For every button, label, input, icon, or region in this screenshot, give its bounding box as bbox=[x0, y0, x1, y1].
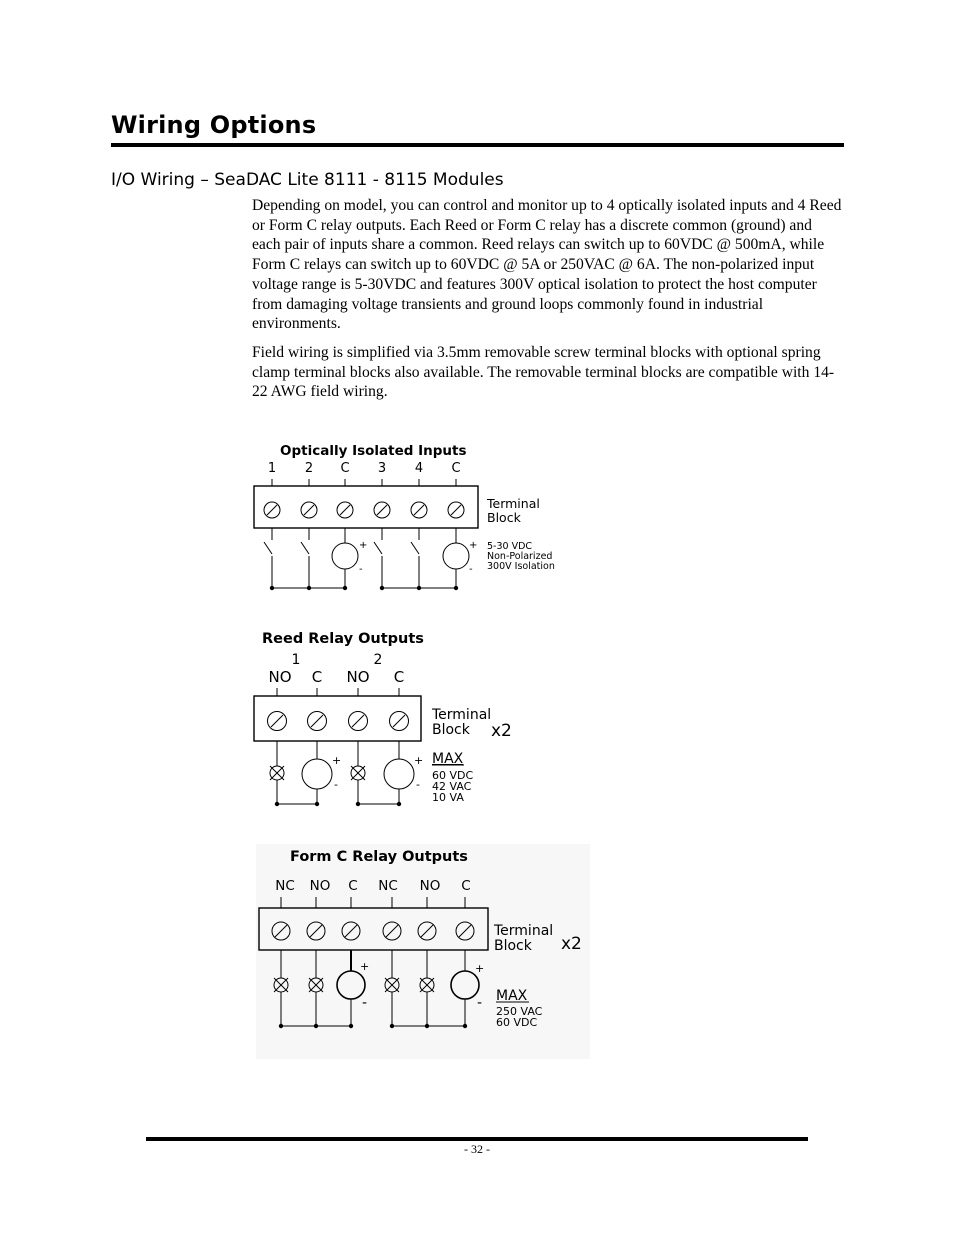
reed-terminal-label: Terminal bbox=[432, 707, 492, 723]
formc-limit: 60 VDC bbox=[496, 1016, 538, 1029]
reed-relay-wiring-diagram bbox=[252, 626, 552, 816]
reed-terminal-label: Block bbox=[432, 722, 470, 738]
heading-rule bbox=[111, 143, 844, 147]
formc-pin-label: C bbox=[348, 878, 358, 894]
inputs-pin-label: 1 bbox=[267, 461, 277, 476]
formc-terminal-label: Block bbox=[494, 938, 532, 954]
inputs-pin-label: C bbox=[340, 461, 350, 476]
inputs-wiring-diagram bbox=[252, 438, 572, 598]
formc-minus-sign: - bbox=[477, 995, 483, 1011]
reed-group-label: 1 bbox=[291, 652, 301, 668]
paragraph-field-wiring: Field wiring is simplified via 3.5mm removable screw terminal blocks with optional spring clamp terminal blocks also available. The removable terminal blocks are compatible with 14-22 AWG field wiring. bbox=[252, 343, 835, 401]
formc-plus-sign: + bbox=[360, 960, 370, 973]
formc-minus-sign: - bbox=[362, 995, 368, 1011]
reed-minus-sign: - bbox=[416, 778, 420, 791]
formc-pin-label: NC bbox=[378, 878, 398, 894]
reed-pin-label: NO bbox=[268, 668, 292, 686]
formc-diagram-title: Form C Relay Outputs bbox=[290, 849, 468, 865]
reed-multiplier: x2 bbox=[491, 721, 512, 741]
reed-max-label: MAX bbox=[432, 751, 464, 767]
reed-diagram-title: Reed Relay Outputs bbox=[262, 631, 424, 647]
paragraph-overview: Depending on model, you can control and monitor up to 4 optically isolated inputs and 4 Reed or Form C relay outputs. Each Reed or Form C relay has a discrete common (ground) and each pair of inputs share a common. Reed relays can switch up to 60VDC @ 500mA, while Form C relays can switch up to 60VDC @ 5A or 250VAC @ 6A. The non-polarized input voltage range is 5-30VDC and features 300V optical isolation to protect the host computer from damaging voltage transients and ground loops commonly found in industrial environments. bbox=[252, 197, 842, 333]
formc-pin-label: NO bbox=[419, 878, 441, 894]
reed-pin-label: C bbox=[311, 668, 323, 686]
formc-pin-label: NC bbox=[275, 878, 295, 894]
reed-limit: 60 VDC bbox=[432, 769, 474, 782]
reed-pin-label: NO bbox=[346, 668, 370, 686]
body-text bbox=[252, 196, 844, 411]
inputs-spec-note: 5-30 VDC bbox=[487, 541, 533, 552]
inputs-plus-sign: + bbox=[359, 540, 368, 551]
reed-limit: 42 VAC bbox=[432, 780, 472, 793]
inputs-terminal-label: Terminal bbox=[487, 496, 540, 511]
formc-pin-label: C bbox=[461, 878, 471, 894]
inputs-minus-sign: - bbox=[359, 564, 363, 575]
reed-group-label: 2 bbox=[373, 652, 383, 668]
reed-plus-sign: + bbox=[332, 754, 342, 767]
formc-limit: 250 VAC bbox=[496, 1005, 543, 1018]
reed-minus-sign: - bbox=[334, 778, 338, 791]
inputs-pin-label: C bbox=[451, 461, 461, 476]
inputs-terminal-label: Block bbox=[487, 510, 521, 525]
reed-plus-sign: + bbox=[414, 754, 424, 767]
formc-plus-sign: + bbox=[475, 962, 485, 975]
inputs-diagram-title: Optically Isolated Inputs bbox=[280, 443, 467, 459]
formc-pin-label: NO bbox=[309, 878, 331, 894]
section-heading: I/O Wiring – SeaDAC Lite 8111 - 8115 Modules bbox=[111, 170, 504, 190]
inputs-pin-label: 2 bbox=[304, 461, 314, 476]
page-heading: Wiring Options bbox=[111, 111, 317, 139]
page-number: - 32 - bbox=[464, 1142, 490, 1156]
inputs-terminal-block bbox=[254, 486, 478, 528]
inputs-minus-sign: - bbox=[469, 564, 473, 575]
form-c-relay-wiring-diagram bbox=[256, 844, 590, 1059]
inputs-spec-note: 300V Isolation bbox=[487, 561, 555, 572]
formc-terminal-label: Terminal bbox=[494, 923, 554, 939]
formc-multiplier: x2 bbox=[561, 934, 582, 954]
reed-limit: 10 VA bbox=[432, 791, 464, 804]
inputs-pin-label: 3 bbox=[377, 461, 387, 476]
inputs-pin-label: 4 bbox=[414, 461, 424, 476]
formc-max-label: MAX bbox=[496, 988, 528, 1004]
inputs-spec-note: Non-Polarized bbox=[487, 551, 553, 562]
reed-pin-label: C bbox=[393, 668, 405, 686]
inputs-plus-sign: + bbox=[469, 540, 478, 551]
footer-rule bbox=[146, 1137, 808, 1141]
